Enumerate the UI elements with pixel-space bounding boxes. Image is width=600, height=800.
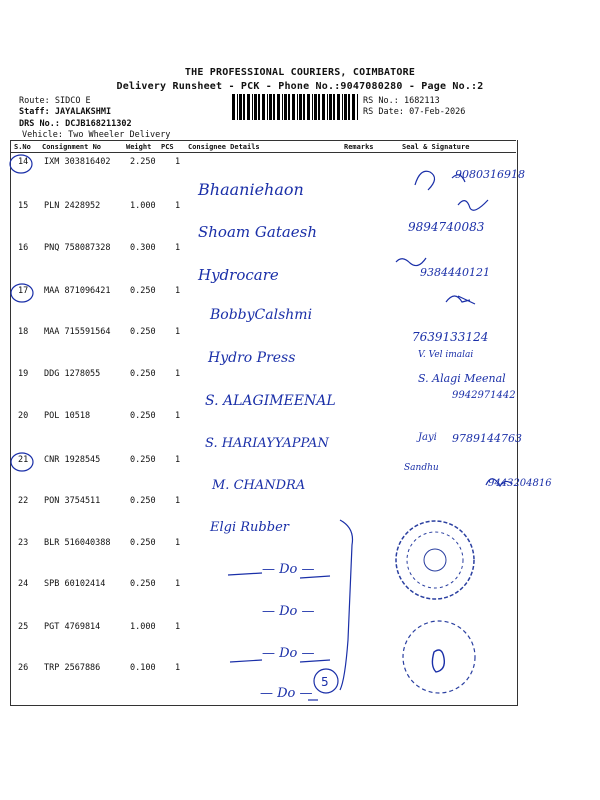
col-pcs: PCS [161, 143, 174, 151]
row-sno: 14 [18, 157, 29, 167]
handwritten-consignee: Hydro Press [208, 350, 296, 366]
row-pcs: 1 [175, 286, 181, 296]
vehicle-label: Vehicle: [22, 130, 63, 140]
row-pcs: 1 [175, 369, 181, 379]
company-seal-stamp-2 [400, 618, 478, 696]
row-weight: 0.250 [130, 327, 156, 337]
rs-no-line [363, 96, 440, 106]
row-consignment-no: CNR 1928545 [44, 455, 101, 465]
drs-label: DRS No.: [19, 119, 60, 129]
rs-no-label: RS No.: [363, 96, 399, 106]
table-row [10, 496, 516, 516]
row-sno: 19 [18, 369, 29, 379]
row-weight: 0.250 [130, 411, 156, 421]
handwritten-signature-note: S. Alagi Meenal [418, 372, 506, 385]
row-pcs: 1 [175, 243, 181, 253]
handwritten-signature-note: 9384440121 [420, 266, 490, 279]
row-weight: 0.250 [130, 455, 156, 465]
row-weight: 1.000 [130, 622, 156, 632]
rs-no-value: 1682113 [403, 96, 440, 106]
row-pcs: 1 [175, 496, 181, 506]
rs-date-value: 07-Feb-2026 [409, 107, 466, 117]
row-consignment-no: MAA 871096421 [44, 286, 111, 296]
handwritten-consignee: Bhaaniehaon [198, 180, 304, 199]
handwritten-signature-note: Jayi [418, 432, 437, 443]
row-consignment-no: PNQ 758087328 [44, 243, 111, 253]
row-sno: 18 [18, 327, 29, 337]
row-sno: 23 [18, 538, 29, 548]
row-sno: 22 [18, 496, 29, 506]
staff-label: Staff: [19, 107, 50, 117]
handwritten-signature-note: 9789144763 [452, 432, 522, 445]
row-consignment-no: BLR 516040388 [44, 538, 111, 548]
row-weight: 0.250 [130, 538, 156, 548]
row-consignment-no: SPB 60102414 [44, 579, 106, 589]
handwritten-signature-note: 9080316918 [455, 168, 525, 181]
col-consignment: Consignment No [42, 143, 102, 151]
handwritten-consignee: S. ALAGIMEENAL [205, 393, 336, 409]
row-sno: 15 [18, 201, 29, 211]
row-weight: 0.250 [130, 369, 156, 379]
row-consignment-no: PGT 4769814 [44, 622, 101, 632]
company-title: THE PROFESSIONAL COURIERS, COIMBATORE [184, 67, 416, 78]
rs-date-line [363, 107, 465, 117]
handwritten-consignee: Hydrocare [198, 266, 279, 284]
row-consignment-no: MAA 715591564 [44, 327, 111, 337]
row-pcs: 1 [175, 455, 181, 465]
row-pcs: 1 [175, 663, 181, 673]
handwritten-consignee: — Do — [262, 646, 315, 661]
table-row [10, 157, 516, 177]
col-consignee: Consignee Details [188, 143, 260, 151]
rs-date-label: RS Date: [363, 107, 404, 117]
row-weight: 1.000 [130, 201, 156, 211]
row-consignment-no: PON 3754511 [44, 496, 101, 506]
route-label: Route: [19, 96, 50, 106]
handwritten-signature-note: 7639133124 [412, 330, 489, 344]
row-weight: 2.250 [130, 157, 156, 167]
row-sno: 21 [18, 455, 29, 465]
row-weight: 0.250 [130, 579, 156, 589]
circled-count-text: 5 [321, 675, 329, 689]
table-row [10, 286, 516, 306]
handwritten-signature-note: 9443204816 [488, 478, 552, 489]
handwritten-consignee: Shoam Gataesh [198, 223, 318, 241]
handwritten-consignee: — Do — [262, 562, 315, 577]
row-sno: 16 [18, 243, 29, 253]
handwritten-signature-note: V. Vel imalai [418, 350, 474, 360]
row-weight: 0.250 [130, 286, 156, 296]
row-pcs: 1 [175, 622, 181, 632]
row-pcs: 1 [175, 157, 181, 167]
vehicle-line [22, 130, 170, 140]
row-sno: 24 [18, 579, 29, 589]
handwritten-consignee: BobbyCalshmi [210, 307, 313, 323]
row-consignment-no: TRP 2567886 [44, 663, 101, 673]
table-row [10, 411, 516, 431]
table-row [10, 243, 516, 263]
col-sno: S.No [14, 143, 31, 151]
company-seal-stamp [393, 518, 477, 602]
handwritten-consignee: — Do — [262, 604, 315, 619]
handwritten-signature-note: 9894740083 [408, 220, 485, 234]
handwritten-signature-note: Sandhu [404, 463, 439, 473]
staff-line [19, 107, 111, 117]
vehicle-value: Two Wheeler Delivery [68, 130, 171, 140]
runsheet-subtitle: Delivery Runsheet - PCK - Phone No.:9047080280 - Page No.:2 [116, 81, 484, 92]
row-pcs: 1 [175, 327, 181, 337]
row-sno: 26 [18, 663, 29, 673]
drs-value: DCJB168211302 [65, 119, 132, 129]
row-consignment-no: PLN 2428952 [44, 201, 101, 211]
handwritten-consignee: — Do — [260, 686, 313, 701]
col-remarks: Remarks [344, 143, 374, 151]
handwritten-consignee: M. CHANDRA [212, 478, 306, 493]
col-seal-signature: Seal & Signature [402, 143, 470, 151]
row-pcs: 1 [175, 579, 181, 589]
drs-line [19, 119, 132, 129]
route-value: SIDCO E [54, 96, 91, 106]
row-consignment-no: POL 10518 [44, 411, 91, 421]
route-line [19, 96, 91, 106]
row-sno: 17 [18, 286, 29, 296]
handwritten-consignee: Elgi Rubber [210, 520, 289, 535]
handwritten-signature-note: 9942971442 [452, 390, 516, 401]
row-weight: 0.100 [130, 663, 156, 673]
row-pcs: 1 [175, 411, 181, 421]
row-weight: 0.250 [130, 496, 156, 506]
row-consignment-no: IXM 303816402 [44, 157, 111, 167]
handwritten-consignee: S. HARIAYYAPPAN [205, 436, 329, 451]
row-pcs: 1 [175, 201, 181, 211]
row-pcs: 1 [175, 538, 181, 548]
col-weight: Weight [126, 143, 152, 151]
staff-value: JAYALAKSHMI [54, 107, 112, 117]
table-row [10, 455, 516, 475]
row-sno: 20 [18, 411, 29, 421]
table-row [10, 201, 516, 221]
barcode [232, 94, 360, 120]
row-sno: 25 [18, 622, 29, 632]
row-weight: 0.300 [130, 243, 156, 253]
row-consignment-no: DDG 1278055 [44, 369, 101, 379]
